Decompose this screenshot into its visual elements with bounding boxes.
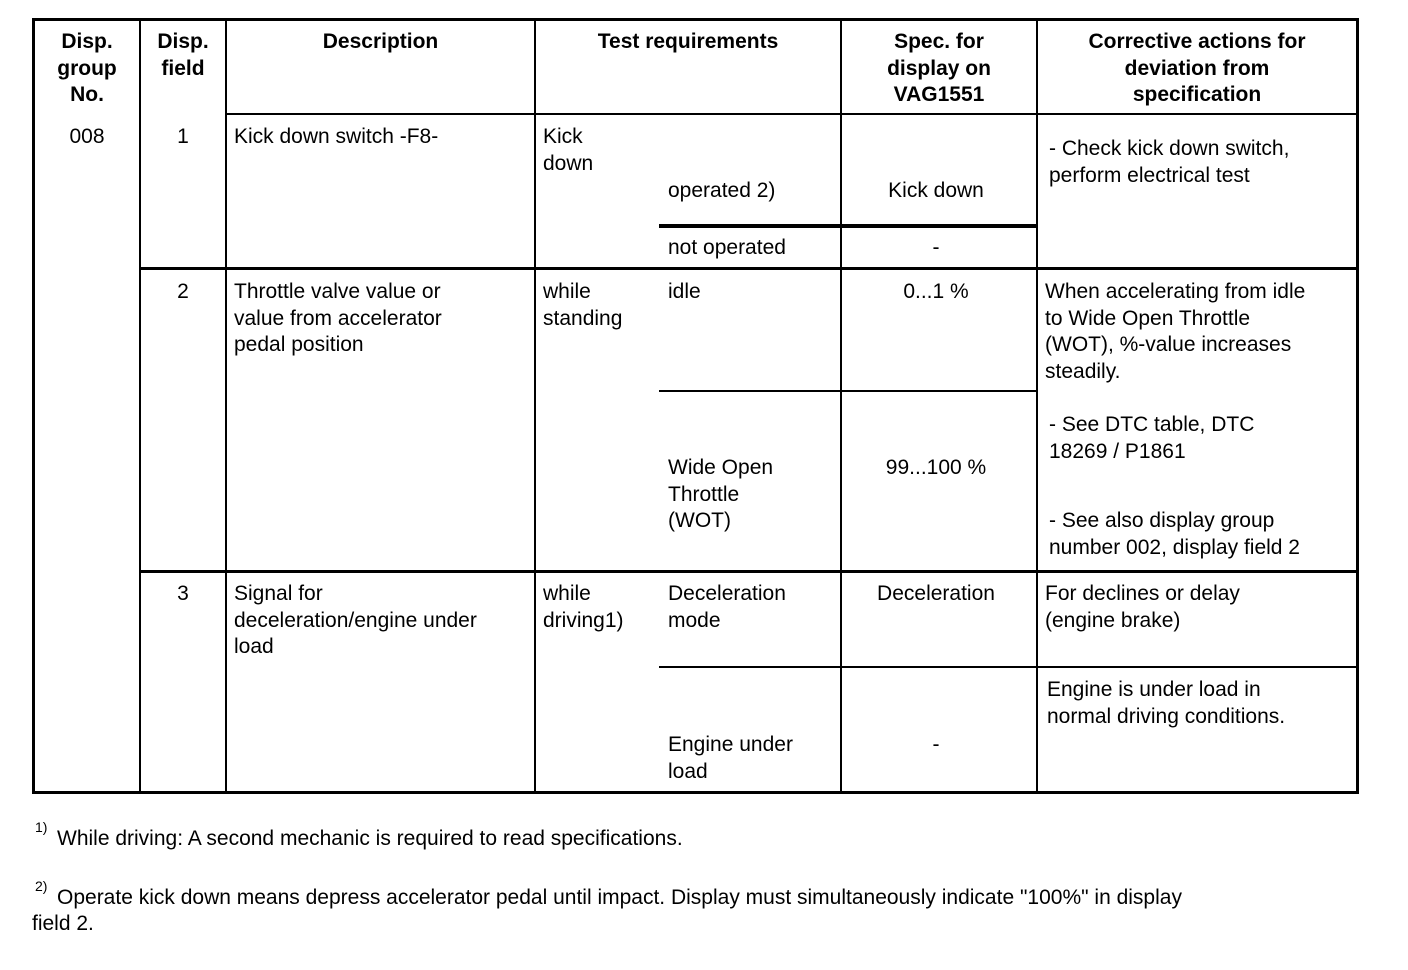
header-line: field	[161, 56, 205, 80]
footnote-mark: 1)	[35, 819, 48, 835]
text-line: down	[543, 151, 594, 175]
text-line: pedal position	[234, 333, 364, 356]
text-line: number 002, display field 2	[1049, 535, 1300, 559]
row2-description	[234, 279, 442, 359]
row1-condition	[543, 124, 593, 177]
text-line: (engine brake)	[1045, 608, 1181, 632]
row3-condition	[543, 581, 624, 634]
row2-state-wot	[668, 455, 773, 535]
table-border-right	[1356, 18, 1359, 794]
field-number-2: 2	[177, 280, 189, 303]
row1-state-not-operated: not operated	[668, 236, 786, 259]
row1-corrective	[1049, 136, 1289, 189]
col-sep	[534, 18, 536, 794]
header-line: VAG1551	[893, 83, 985, 106]
row3-state-engine-load	[668, 732, 793, 785]
text-line: Deceleration	[668, 582, 786, 605]
footnote-text: While driving: A second mechanic is required to read specifications.	[57, 827, 683, 850]
header-line: deviation from	[1124, 56, 1270, 80]
text-line: to Wide Open Throttle	[1045, 306, 1251, 330]
row1-description: Kick down switch -F8-	[234, 125, 439, 148]
row-sep	[139, 570, 1358, 573]
sub-sep	[659, 666, 1358, 668]
text-line: 18269 / P1861	[1049, 439, 1186, 463]
text-line: Engine under	[668, 733, 793, 756]
table-border-top	[32, 18, 1359, 21]
row3-spec-deceleration: Deceleration	[877, 582, 995, 605]
header-line: Disp.	[157, 30, 209, 53]
text-line: Engine is under load in	[1047, 678, 1261, 701]
table-border-bottom	[32, 791, 1359, 794]
field-number-3: 3	[177, 582, 189, 605]
row1-spec-not-operated: -	[932, 236, 940, 259]
header-spec	[842, 29, 1036, 109]
header-description: Description	[322, 30, 439, 53]
text-line: Wide Open	[668, 456, 774, 479]
row1-spec-operated: Kick down	[888, 179, 984, 202]
text-line: (WOT)	[668, 509, 731, 532]
header-line: Corrective actions for	[1088, 30, 1306, 53]
sub-sep	[659, 390, 1036, 392]
header-line: No.	[70, 83, 104, 106]
text-line: (WOT), %-value increases	[1045, 333, 1292, 356]
header-rule	[225, 113, 1358, 115]
text-line: When accelerating from idle	[1045, 280, 1306, 303]
text-line: normal driving conditions.	[1047, 704, 1286, 728]
header-field	[141, 29, 225, 82]
text-line: Throttle	[668, 482, 740, 506]
text-line: perform electrical test	[1049, 163, 1250, 187]
row3-corrective-engine-load	[1047, 677, 1285, 730]
header-line: Spec. for	[894, 30, 984, 53]
text-line: steadily.	[1045, 359, 1121, 383]
text-line: - Check kick down switch,	[1049, 137, 1290, 160]
sub-sep	[659, 224, 1036, 228]
col-sep	[1036, 18, 1038, 794]
row-sep	[139, 267, 1358, 270]
header-line: specification	[1132, 83, 1262, 106]
header-line: display on	[887, 56, 991, 80]
col-sep	[840, 18, 842, 794]
text-line: driving1)	[543, 608, 624, 632]
text-line: load	[668, 759, 708, 783]
text-line: while	[543, 280, 591, 303]
row2-state-idle: idle	[668, 280, 701, 303]
text-line: Throttle valve value or	[234, 280, 441, 303]
row2-spec-wot: 99...100 %	[885, 456, 987, 479]
header-group-no	[35, 29, 139, 109]
text-line: Signal for	[234, 582, 323, 605]
text-line: while	[543, 582, 591, 605]
row2-condition	[543, 279, 622, 332]
field-number-1: 1	[177, 125, 189, 148]
text-line: load	[234, 635, 274, 658]
row2-corrective-a	[1045, 279, 1305, 385]
group-number: 008	[69, 125, 105, 148]
row3-spec-engine-load: -	[932, 733, 940, 756]
footnote-text: field 2.	[32, 912, 94, 935]
text-line: - See also display group	[1049, 509, 1275, 532]
row3-description	[234, 581, 477, 661]
row2-corrective-c	[1049, 508, 1300, 561]
header-line: group	[57, 56, 117, 80]
text-line: mode	[668, 608, 721, 632]
text-line: - See DTC table, DTC	[1049, 413, 1255, 436]
row3-state-deceleration	[668, 581, 786, 634]
col-sep	[225, 18, 227, 794]
header-corrective	[1038, 29, 1356, 109]
text-line: For declines or delay	[1045, 582, 1240, 605]
text-line: Kick	[543, 125, 583, 148]
row2-spec-idle: 0...1 %	[903, 280, 969, 303]
header-test-requirements: Test requirements	[597, 30, 779, 53]
text-line: standing	[543, 306, 623, 330]
footnote-text: Operate kick down means depress accelerator pedal until impact. Display must simultaneously indicate "100%" in display	[57, 886, 1182, 909]
row1-state-operated: operated 2)	[668, 179, 776, 202]
text-line: deceleration/engine under	[234, 608, 477, 632]
row2-corrective-b	[1049, 412, 1254, 465]
footnote-mark: 2)	[35, 878, 48, 894]
text-line: value from accelerator	[234, 306, 442, 330]
header-line: Disp.	[61, 30, 113, 53]
row3-corrective-deceleration	[1045, 581, 1240, 634]
